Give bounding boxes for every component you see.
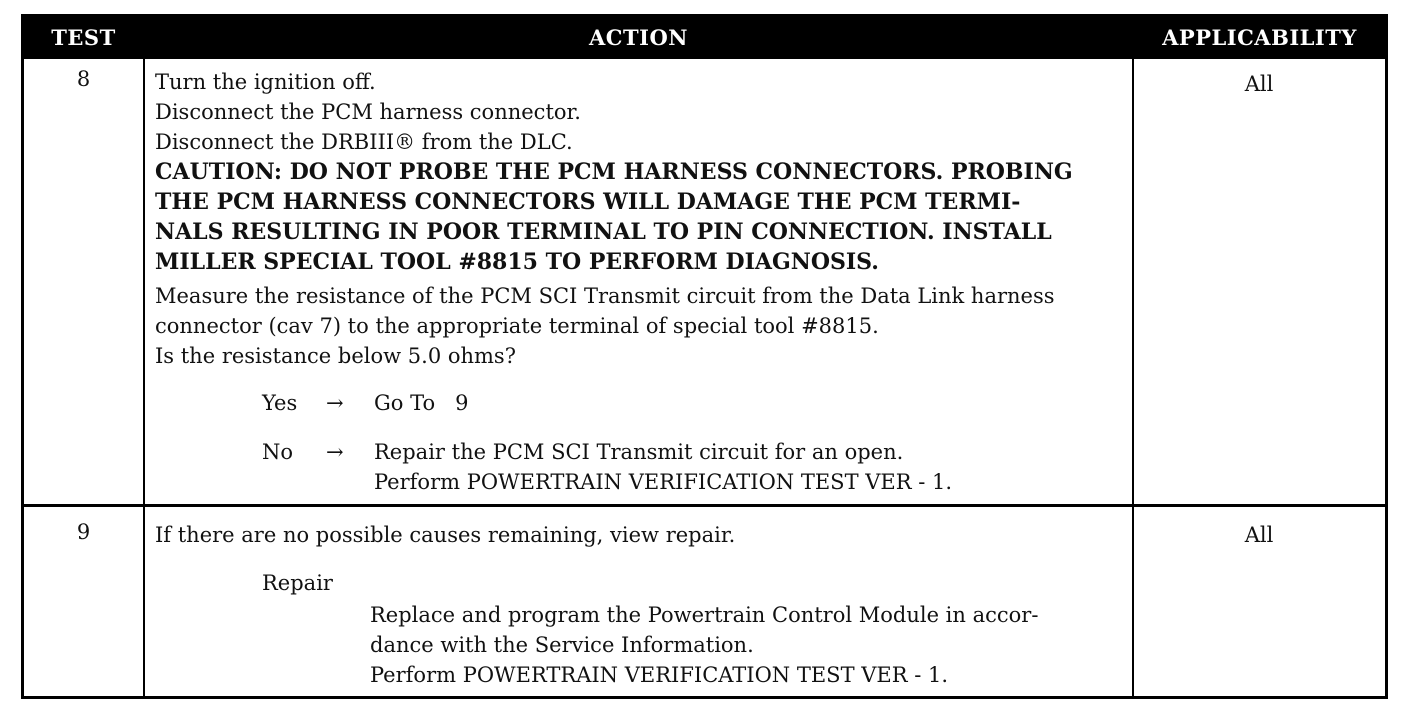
test-table	[21, 14, 1388, 699]
no-result: Perform POWERTRAIN VERIFICATION TEST VER - 1.	[374, 470, 953, 494]
caution-line: MILLER SPECIAL TOOL #8815 TO PERFORM DIAGNOSIS.	[155, 249, 879, 275]
repair-label: Repair	[262, 571, 333, 595]
header-test: TEST	[51, 25, 116, 50]
row-divider	[24, 504, 1385, 507]
table-header	[24, 17, 1385, 59]
arrow-icon: →	[326, 440, 344, 464]
repair-line: Replace and program the Powertrain Control Module in accor-	[370, 603, 1039, 627]
caution-line: THE PCM HARNESS CONNECTORS WILL DAMAGE THE PCM TERMI-	[155, 189, 1021, 215]
action-line: Turn the ignition off.	[155, 70, 376, 94]
caution-line: CAUTION: DO NOT PROBE THE PCM HARNESS CONNECTORS. PROBING	[155, 159, 1073, 185]
action-line: connector (cav 7) to the appropriate terminal of special tool #8815.	[155, 314, 879, 338]
column-divider	[143, 17, 145, 696]
action-line: If there are no possible causes remaining, view repair.	[155, 523, 736, 547]
column-divider	[1132, 17, 1134, 696]
no-label: No	[262, 440, 294, 464]
applicability-value: All	[1244, 72, 1274, 96]
yes-result: Go To 9	[374, 391, 469, 415]
test-number: 8	[76, 67, 91, 91]
action-line: Measure the resistance of the PCM SCI Transmit circuit from the Data Link harness	[155, 284, 1055, 308]
action-line: Is the resistance below 5.0 ohms?	[155, 344, 516, 368]
action-line: Disconnect the DRBIII® from the DLC.	[155, 130, 573, 154]
repair-line: dance with the Service Information.	[370, 633, 754, 657]
repair-line: Perform POWERTRAIN VERIFICATION TEST VER - 1.	[370, 663, 949, 687]
applicability-value: All	[1244, 523, 1274, 547]
caution-line: NALS RESULTING IN POOR TERMINAL TO PIN CONNECTION. INSTALL	[155, 219, 1052, 245]
arrow-icon: →	[326, 391, 344, 415]
header-applicability: APPLICABILITY	[1162, 25, 1357, 50]
header-action: ACTION	[589, 25, 688, 50]
action-line: Disconnect the PCM harness connector.	[155, 100, 581, 124]
yes-label: Yes	[262, 391, 298, 415]
no-result: Repair the PCM SCI Transmit circuit for an open.	[374, 440, 904, 464]
test-number: 9	[76, 520, 91, 544]
